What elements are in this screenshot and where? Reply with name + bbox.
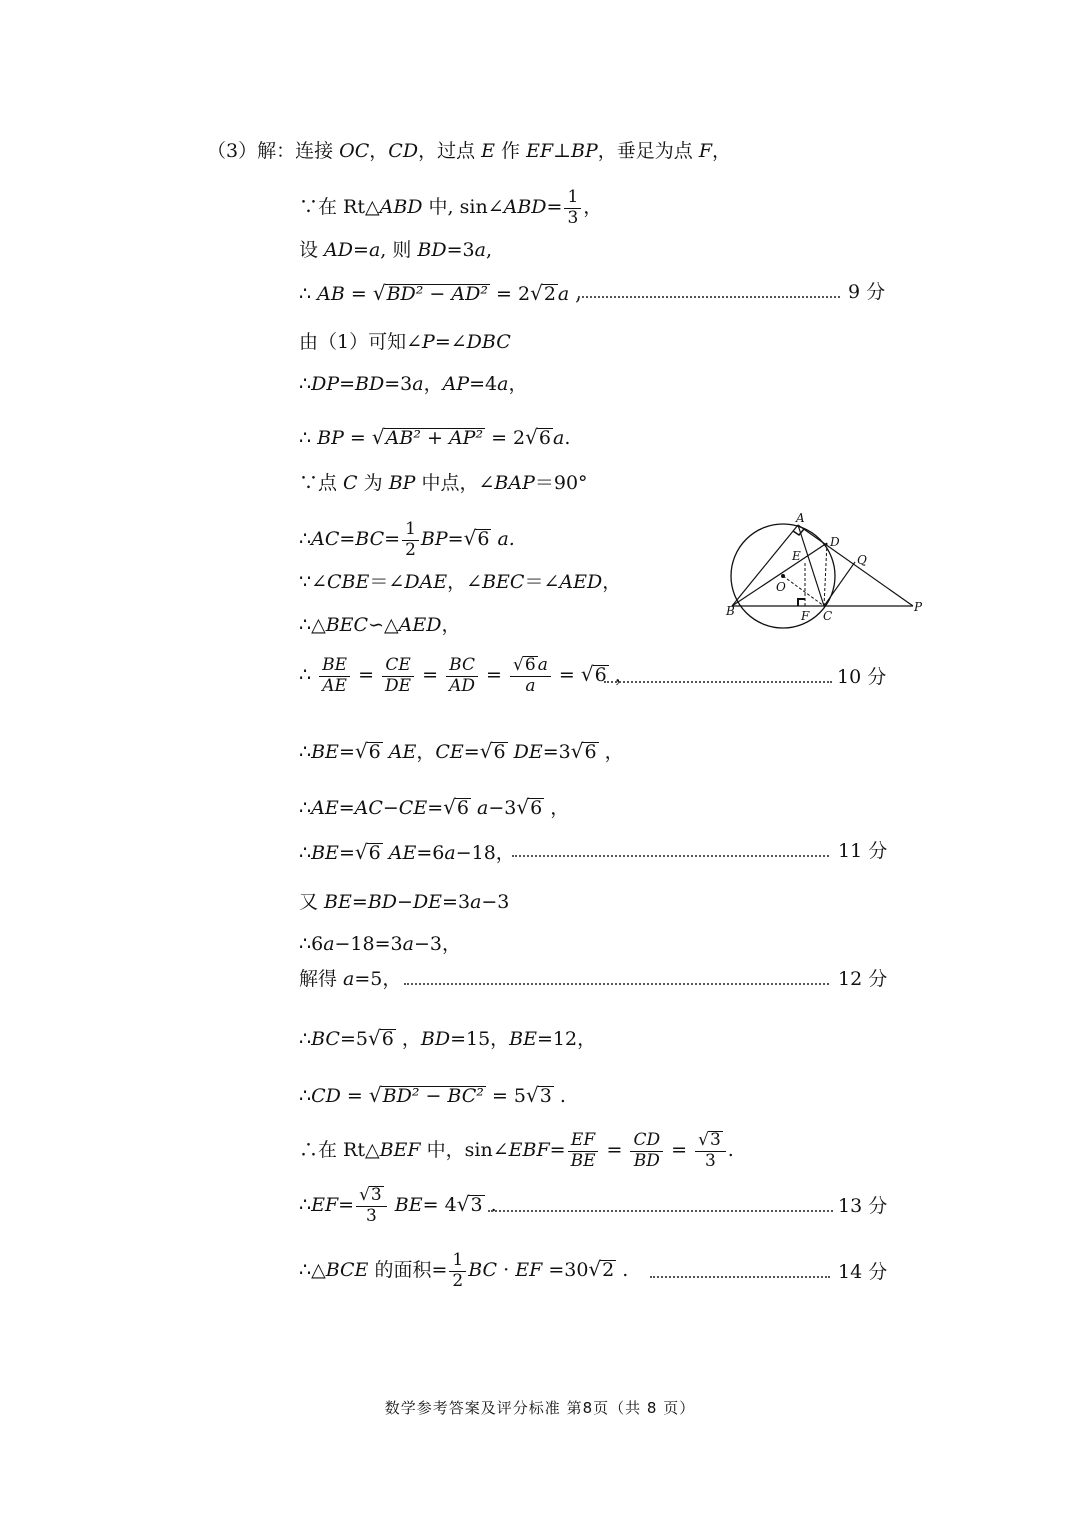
fraction: $\frac{1}{2}$ (449, 1251, 466, 1291)
line-ab: ∴ AB = √BD² − AD² = 2√2 a , (299, 281, 582, 305)
score-leader (604, 681, 832, 683)
line-be-ce: ∴BE=√6 AE，CE=√6 DE=3√6 ， (299, 739, 624, 763)
line-similar: ∴△BEC∽△AED， (299, 614, 461, 636)
label-d: D (830, 535, 840, 549)
page-footer: 数学参考答案及评分标准 第8页（共 8 页） (384, 1399, 696, 1417)
fraction: $\frac{EF}{BE}$ (568, 1131, 599, 1171)
segment-ab (732, 525, 798, 606)
line-cd: ∴CD = √BD² − BC² = 5√3 . (299, 1083, 566, 1107)
label-p: P (914, 600, 923, 614)
line-intro: （3）解：连接 OC，CD，过点 E 作 EF⊥BP，垂足为点 F， (207, 140, 732, 162)
score-leader (512, 855, 829, 857)
score-13: 13 分 (838, 1195, 888, 1217)
label-a: A (796, 511, 805, 525)
fraction: $\frac{√3}{3}$ (356, 1186, 387, 1226)
fraction: $\frac{BE}{AE}$ (319, 656, 350, 696)
line-ac-bc: ∴AC=BC= $\frac{1}{2}$ BP=√6 a. (299, 519, 515, 560)
label-c: C (823, 609, 833, 623)
line-ratios: ∴ $\frac{BE}{AE}$ = $\frac{CE}{DE}$ = $\frac{BC}{AD}$ = $\frac{√6 a}{a}$ = √6 ， (299, 655, 634, 696)
line-dp-bd: ∴DP=BD=3a，AP=4a， (299, 373, 528, 395)
right-angle-f (798, 599, 805, 606)
score-12: 12 分 (838, 968, 888, 990)
label-f: F (801, 609, 810, 623)
line-area: ∴△BCE 的面积= $\frac{1}{2}$ BC · EF =30√2 . (299, 1250, 629, 1291)
fraction: $\frac{√6 a}{a}$ (510, 656, 551, 696)
point-o (781, 574, 785, 578)
fraction: $\frac{CD}{BD}$ (630, 1131, 663, 1171)
score-leader (488, 1210, 833, 1212)
score-9: 9 分 (848, 281, 886, 303)
label-e: E (792, 549, 801, 563)
line-sin-ebf: ∴在 Rt△BEF 中，sin∠EBF= $\frac{EF}{BE}$ = $\frac{CD}{BD}$ = $\frac{√3}{3}$ . (299, 1130, 734, 1171)
line-sin-abd: ∵在 Rt△ABD 中, sin∠ABD= $\frac{1}{3}$ ， (299, 187, 603, 228)
segment-cd (824, 543, 827, 606)
label-b: B (726, 604, 735, 618)
fraction: $\frac{CE}{DE}$ (382, 656, 414, 696)
segment-oc (783, 576, 824, 606)
line-bc-bd-be: ∴BC=5√6 ，BD=15，BE=12， (299, 1026, 597, 1050)
label-q: Q (857, 553, 867, 567)
line-ae: ∴AE=AC−CE=√6 a−3√6 ， (299, 795, 570, 819)
segment-cq (824, 562, 855, 606)
segment-ap (798, 525, 913, 606)
line-let-ad: 设 AD=a, 则 BD=3a, (299, 239, 492, 261)
label-o: O (776, 580, 786, 594)
line-angle-p: 由（1）可知∠P=∠DBC (299, 331, 511, 353)
line-bp: ∴ BP = √AB² + AP² = 2√6 a. (299, 425, 571, 449)
score-leader (650, 1276, 830, 1278)
score-11: 11 分 (838, 840, 888, 862)
line-be-again: 又 BE=BD−DE=3a−3 (299, 891, 510, 913)
score-10: 10 分 (837, 666, 887, 688)
line-equation: ∴6a−18=3a−3， (299, 933, 461, 955)
fraction: $\frac{√3}{3}$ (695, 1131, 726, 1171)
line-midpoint-c: ∵点 C 为 BP 中点，∠BAP＝90° (299, 472, 588, 494)
line-be: ∴BE=√6 AE=6a−18， (299, 840, 515, 864)
line-angles-equal: ∵∠CBE＝∠DAE，∠BEC＝∠AED， (299, 571, 622, 593)
segment-ac (798, 525, 824, 606)
line-solve-a: 解得 a=5， (299, 968, 402, 990)
fraction: $\frac{1}{2}$ (402, 520, 419, 560)
fraction: $\frac{BC}{AD}$ (446, 656, 478, 696)
score-leader (578, 296, 840, 298)
score-14: 14 分 (838, 1261, 888, 1283)
line-ef: ∴EF= $\frac{√3}{3}$ BE= 4√3 . (299, 1185, 497, 1226)
geometry-figure (718, 505, 933, 630)
score-leader (404, 983, 829, 985)
fraction: $\frac{1}{3}$ (564, 188, 581, 228)
segment-bd (732, 543, 827, 606)
